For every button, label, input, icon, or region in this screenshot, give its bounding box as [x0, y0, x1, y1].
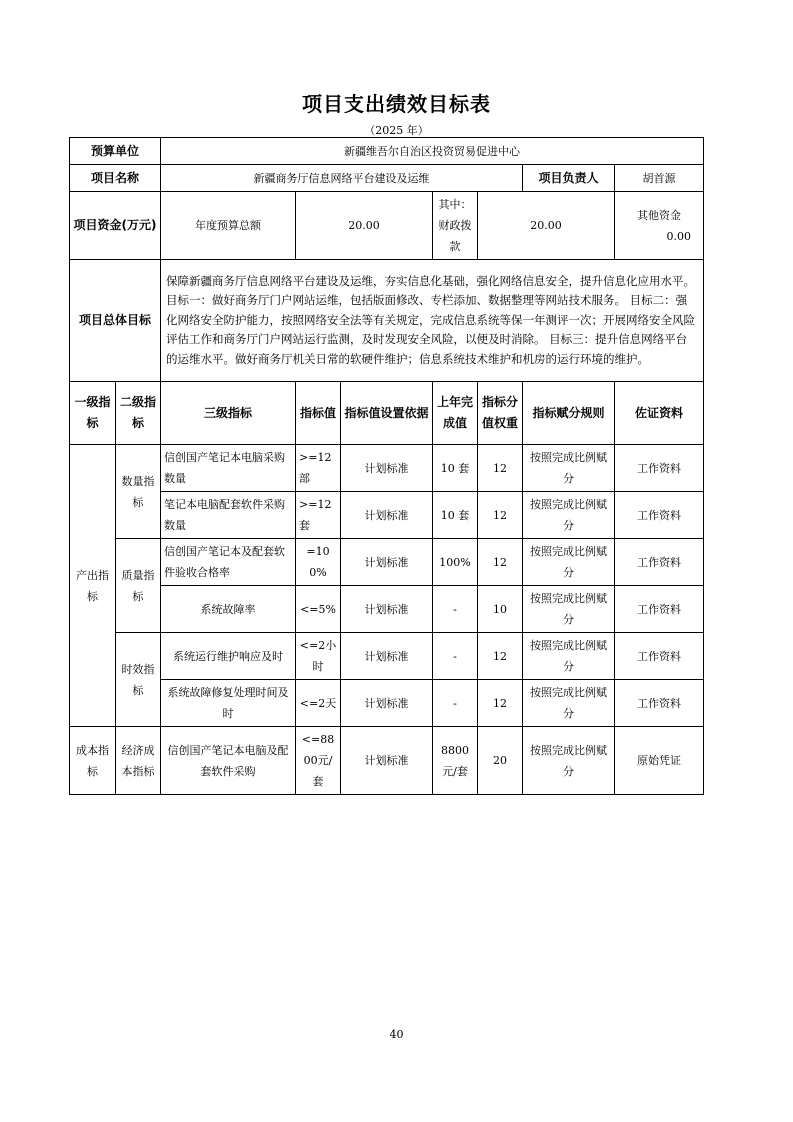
indicator-last-year: 10 套 [433, 445, 478, 492]
group-output: 产出指标 [70, 445, 116, 727]
project-funds-label: 项目资金(万元) [70, 192, 161, 260]
indicator-last-year: - [433, 680, 478, 727]
table-row [70, 445, 704, 492]
indicator-value: =100% [296, 539, 341, 586]
indicator-weight: 12 [478, 633, 523, 680]
other-funds-cell [615, 192, 704, 260]
indicator-weight: 12 [478, 445, 523, 492]
group-quantity: 数量指标 [116, 445, 161, 539]
table-row [70, 539, 704, 586]
table-row [70, 586, 704, 633]
project-leader-label: 项目负责人 [523, 165, 615, 192]
indicator-rule: 按照完成比例赋分 [523, 586, 615, 633]
project-funds-row [70, 192, 704, 260]
header-level3: 三级指标 [161, 382, 296, 445]
indicator-name: 系统运行维护响应及时 [161, 633, 296, 680]
indicator-rule: 按照完成比例赋分 [523, 680, 615, 727]
group-quality: 质量指标 [116, 539, 161, 633]
overall-goal-label: 项目总体目标 [70, 260, 161, 382]
year-label: （2025 年） [364, 124, 429, 137]
indicator-name: 信创国产笔记本及配套软件验收合格率 [161, 539, 296, 586]
indicator-basis: 计划标准 [341, 727, 433, 795]
indicator-evidence: 工作资料 [615, 539, 704, 586]
indicator-evidence: 工作资料 [615, 492, 704, 539]
indicator-rule: 按照完成比例赋分 [523, 633, 615, 680]
budget-unit-value: 新疆维吾尔自治区投资贸易促进中心 [161, 138, 704, 165]
indicator-basis: 计划标准 [341, 492, 433, 539]
indicator-last-year: 100% [433, 539, 478, 586]
fiscal-allocation-value: 20.00 [478, 192, 615, 260]
indicator-evidence: 原始凭证 [615, 727, 704, 795]
annual-total-label: 年度预算总额 [161, 192, 296, 260]
header-weight: 指标分值权重 [478, 382, 523, 445]
header-level2: 二级指标 [116, 382, 161, 445]
indicator-name: 系统故障修复处理时间及时 [161, 680, 296, 727]
group-timeliness: 时效指标 [116, 633, 161, 727]
indicator-rule: 按照完成比例赋分 [523, 492, 615, 539]
table-row [70, 492, 704, 539]
overall-goal-row [70, 260, 704, 382]
indicator-name: 信创国产笔记本电脑及配套软件采购 [161, 727, 296, 795]
indicator-value: <=5% [296, 586, 341, 633]
indicator-rule: 按照完成比例赋分 [523, 445, 615, 492]
group-cost: 成本指标 [70, 727, 116, 795]
page-title: 项目支出绩效目标表 [302, 92, 491, 116]
indicator-last-year: - [433, 633, 478, 680]
indicator-basis: 计划标准 [341, 539, 433, 586]
indicator-value: <=8800元/套 [296, 727, 341, 795]
performance-target-table [69, 137, 704, 795]
indicator-name: 系统故障率 [161, 586, 296, 633]
other-funds-value: 0.00 [666, 229, 692, 243]
project-name-row [70, 165, 704, 192]
indicator-last-year: 8800元/套 [433, 727, 478, 795]
indicator-value: <=2小时 [296, 633, 341, 680]
table-row [70, 633, 704, 680]
indicator-weight: 12 [478, 492, 523, 539]
table-row [70, 727, 704, 795]
indicator-weight: 12 [478, 539, 523, 586]
project-name-label: 项目名称 [70, 165, 161, 192]
indicator-last-year: 10 套 [433, 492, 478, 539]
indicator-basis: 计划标准 [341, 680, 433, 727]
indicator-name: 信创国产笔记本电脑采购数量 [161, 445, 296, 492]
indicator-last-year: - [433, 586, 478, 633]
table-row [70, 680, 704, 727]
indicator-evidence: 工作资料 [615, 445, 704, 492]
indicator-evidence: 工作资料 [615, 633, 704, 680]
indicator-basis: 计划标准 [341, 586, 433, 633]
page-number: 40 [389, 1028, 404, 1041]
indicator-rule: 按照完成比例赋分 [523, 727, 615, 795]
group-economic-cost: 经济成本指标 [116, 727, 161, 795]
indicator-basis: 计划标准 [341, 633, 433, 680]
indicator-evidence: 工作资料 [615, 586, 704, 633]
indicator-value: >=12套 [296, 492, 341, 539]
indicator-value: <=2天 [296, 680, 341, 727]
header-level1: 一级指标 [70, 382, 116, 445]
header-evidence: 佐证资料 [615, 382, 704, 445]
header-rule: 指标赋分规则 [523, 382, 615, 445]
indicator-name: 笔记本电脑配套软件采购数量 [161, 492, 296, 539]
indicator-weight: 20 [478, 727, 523, 795]
budget-unit-label: 预算单位 [70, 138, 161, 165]
header-value: 指标值 [296, 382, 341, 445]
header-last-year: 上年完成值 [433, 382, 478, 445]
project-leader-value: 胡首源 [615, 165, 704, 192]
indicator-evidence: 工作资料 [615, 680, 704, 727]
indicator-basis: 计划标准 [341, 445, 433, 492]
budget-unit-row [70, 138, 704, 165]
indicator-weight: 10 [478, 586, 523, 633]
indicator-header-row [70, 382, 704, 445]
indicator-rule: 按照完成比例赋分 [523, 539, 615, 586]
project-name-value: 新疆商务厅信息网络平台建设及运维 [161, 165, 523, 192]
indicator-value: >=12部 [296, 445, 341, 492]
indicator-weight: 12 [478, 680, 523, 727]
header-basis: 指标值设置依据 [341, 382, 433, 445]
fiscal-allocation-label: 其中：财政拨款 [433, 192, 478, 260]
annual-total-value: 20.00 [296, 192, 433, 260]
other-funds-label: 其他资金 [637, 208, 682, 222]
overall-goal-text: 保障新疆商务厅信息网络平台建设及运维，夯实信息化基础，强化网络信息安全，提升信息化应用水平。 目标一：做好商务厅门户网站运维，包括版面修改、专栏添加、数据整理等网站技术服务。 目标二：强化网络安全防护能力，按照网络安全法等有关规定，完成信息系统等保一年测评一次；开展网络安全风险评估工作和商务厅门户网站运行监测，及时发现安全风险，以便及时消除。 目标三：提升信息网络平台的运维水平。做好商务厅机关日常的软硬件维护；信息系统技术维护和机房的运行环境的维护。 [161, 260, 704, 382]
